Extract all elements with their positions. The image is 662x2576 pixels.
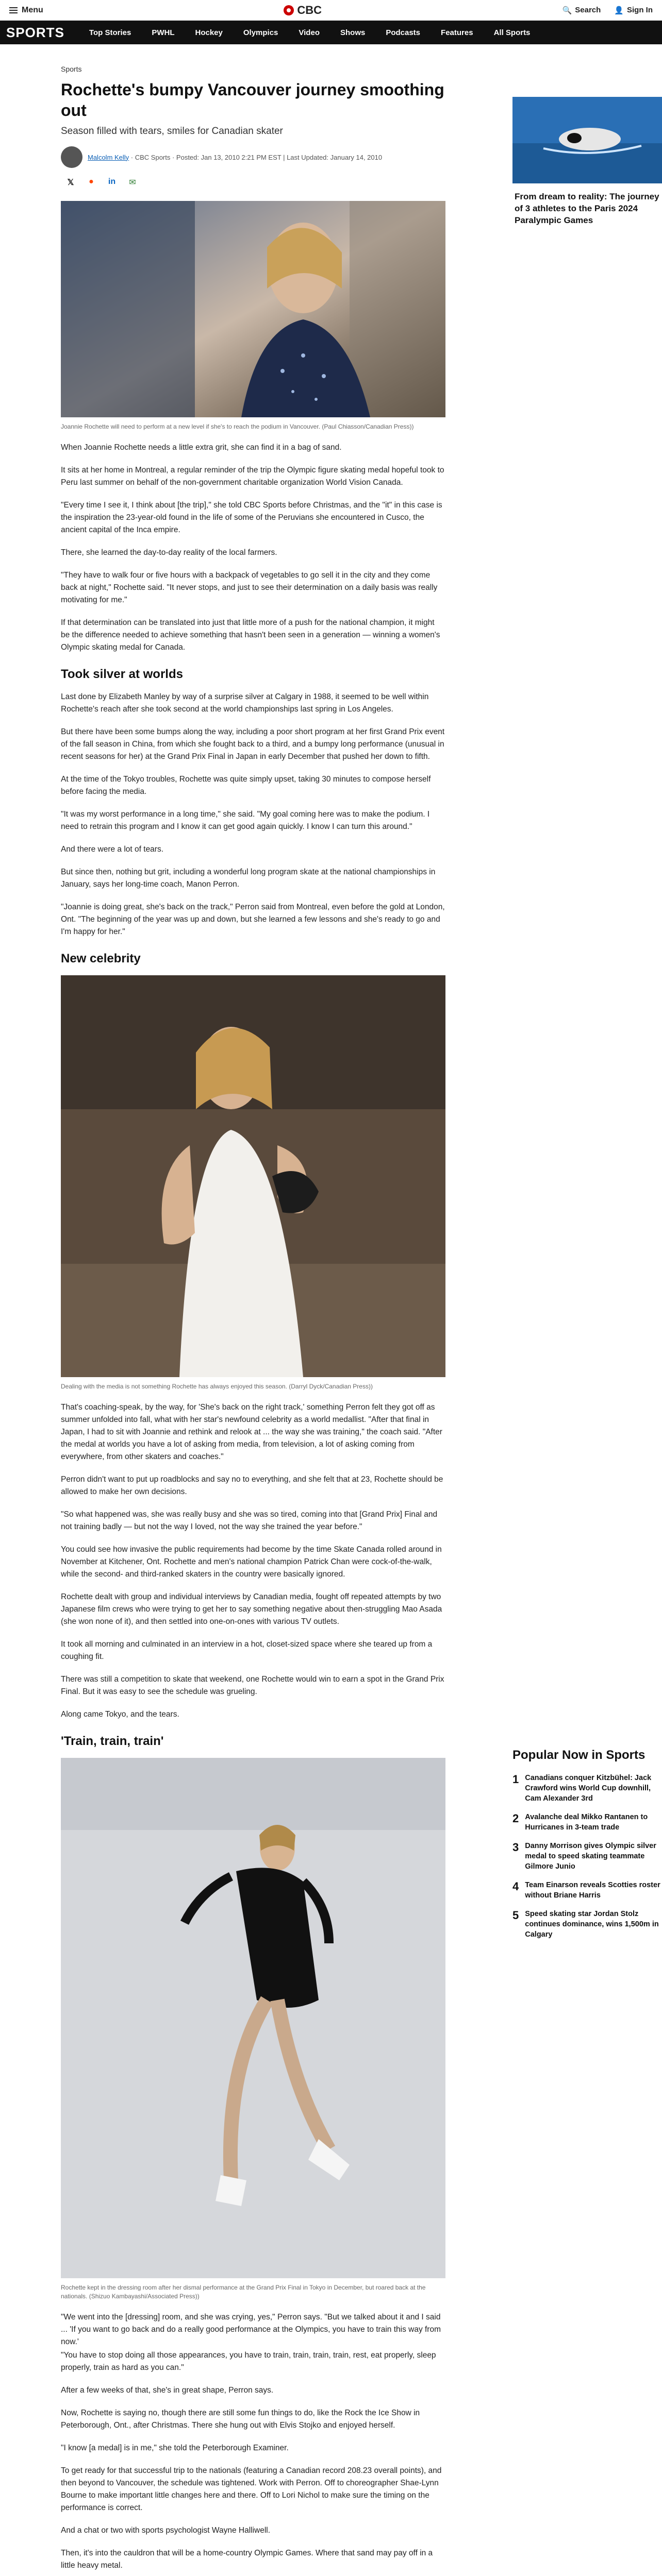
cbc-logo-text: CBC xyxy=(297,3,322,16)
popular-rank: 4 xyxy=(512,1880,519,1893)
top-bar xyxy=(0,0,662,21)
paragraph: If that determination can be translated into just that little more of a push for the national champion, it might be the difference needed to achieve something that hasn't been seen in a generation — winning a women's Olympic skating medal for Canada. xyxy=(61,618,440,652)
paragraph: "Every time I see it, I think about [the trip]," she told CBC Sports before Christmas, and the "it" in this case is the inspiration the 23-year-old found in the life of some of the Peruvians she encountered in Cusco, the ancient capital of the Inca empire. xyxy=(61,501,442,534)
paragraph: Perron didn't want to put up roadblocks and say no to everything, and she felt that at 23, Rochette should be allowed to make her own decisions. xyxy=(61,1475,443,1496)
paragraph: At the time of the Tokyo troubles, Rochette was quite simply upset, taking 30 minutes to compose herself before facing the media. xyxy=(61,775,431,796)
menu-label: Menu xyxy=(22,5,43,14)
skater-training-image xyxy=(61,975,445,1377)
nav-item-all-sports[interactable]: All Sports xyxy=(493,28,531,37)
popular-headline[interactable]: Team Einarson reveals Scotties roster without Briane Harris xyxy=(525,1881,660,1900)
subheading-train: 'Train, train, train' xyxy=(61,1734,164,1748)
menu-button[interactable] xyxy=(9,6,43,15)
popular-headline[interactable]: Speed skating star Jordan Stolz continues dominance, wins 1,500m in Calgary xyxy=(525,1910,659,1939)
author-avatar xyxy=(61,146,82,168)
paragraph: "Joannie is doing great, she's back on the track," Perron said from Montreal, even before the gold at London, Ont. "The beginning of the year was up and down, but she learned a few lessons and she's ready to go and I'm happy for her." xyxy=(61,903,445,936)
photo-caption-3: Rochette kept in the dressing room after her dismal performance at the Grand Prix Final in Tokyo in December, but roared back at the nationals. (Shizuo Kambayashi/Associated Press)) xyxy=(61,2284,426,2300)
article xyxy=(61,44,445,2576)
popular-now xyxy=(512,1748,662,1940)
nav-item-shows[interactable]: Shows xyxy=(340,28,366,37)
popular-item[interactable] xyxy=(512,1880,662,1901)
paragraph: "I know [a medal] is in me," she told the Peterborough Examiner. xyxy=(61,2444,289,2452)
reddit-share-icon[interactable]: ● xyxy=(89,177,94,186)
popular-rank: 2 xyxy=(512,1812,519,1825)
skater-portrait-image xyxy=(61,201,445,417)
paragraph: You could see how invasive the public requirements had become by the time Skate Canada rolled around in November at Kitchener, Ont. Rochette and men's national champion Patrick Chan were cock-of-the-walk, while the second- and third-ranked skaters in the country were basically ignored. xyxy=(61,1545,442,1579)
paragraph: And there were a lot of tears. xyxy=(61,845,164,854)
popular-headline[interactable]: Avalanche deal Mikko Rantanen to Hurricanes in 3-team trade xyxy=(525,1813,648,1832)
sports-nav xyxy=(0,21,662,44)
popular-item[interactable] xyxy=(512,1812,662,1833)
cbc-logo[interactable] xyxy=(284,4,322,17)
byline-meta: · CBC Sports · Posted: Jan 13, 2010 2:21 PM EST | Last Updated: January 14, 2010 xyxy=(129,153,383,161)
x-share-icon[interactable]: 𝕏 xyxy=(67,178,74,187)
hamburger-icon xyxy=(9,7,18,13)
nav-item-features[interactable]: Features xyxy=(441,28,473,37)
headline: Rochette's bumpy Vancouver journey smoothing out xyxy=(61,80,444,120)
nav-item-pwhl[interactable]: PWHL xyxy=(152,28,175,37)
paragraph: Last done by Elizabeth Manley by way of a surprise silver at Calgary in 1988, it seemed to be well within Rochette's reach after she took second at the world championships last spring in Los Angeles. xyxy=(61,692,429,714)
skater-spin-image xyxy=(61,1758,445,2278)
section-label[interactable]: Sports xyxy=(61,65,82,73)
author-link[interactable]: Malcolm Kelly xyxy=(88,153,129,161)
paragraph: There, she learned the day-to-day reality of the local farmers. xyxy=(61,548,277,557)
popular-headline[interactable]: Danny Morrison gives Olympic silver medal to speed skating teammate Gilmore Junio xyxy=(525,1842,656,1871)
linkedin-share-icon[interactable]: in xyxy=(108,177,116,186)
paragraph: It took all morning and culminated in an interview in a hot, closet-sized space where she teared up from a coughing fit. xyxy=(61,1640,433,1661)
byline xyxy=(61,146,445,168)
promo-title[interactable]: From dream to reality: The journey of 3 athletes to the Paris 2024 Paralympic Games xyxy=(515,192,659,225)
paragraph: That's coaching-speak, by the way, for 'She's back on the right track,' something Perron felt they got off as summer unfolded into fall, what with her star's newfound celebrity as a world medallist. "After that final in Japan, I had to sit with Joannie and rethink and relook at ... the way she was training," the coach said. "After the medal at worlds you have a lot of asking from media, from television, a lot of asking coming from everywhere, from other skaters and coaches." xyxy=(61,1403,442,1461)
paragraph: After a few weeks of that, she's in great shape, Perron says. xyxy=(61,2386,274,2395)
quote-paragraph: "You have to stop doing all those appearances, you have to train, train, train, train, rest, eat properly, sleep properly, train as hard as you can." xyxy=(61,2351,436,2372)
promo-image xyxy=(512,97,662,183)
hero-photo xyxy=(61,201,445,417)
paragraph: To get ready for that successful trip to the nationals (featuring a Canadian record 208.23 overall points), and then beyond to Vancouver, the schedule was tightened. Work with Perron. Off to choreographer Shae-Lynn Bourne to make important little changes here and there. Off to Lori Nichol to make sure the timing on the performance is correct. xyxy=(61,2466,442,2512)
cbc-gem-icon xyxy=(284,5,294,15)
photo-caption-2: Dealing with the media is not something Rochette has always enjoyed this season. (Darryl Dyck/Canadian Press)) xyxy=(61,1383,373,1390)
paragraph: "It was my worst performance in a long time," she said. "My goal coming here was to make the podium. I need to retrain this program and I know it can get good again quickly. I know I can turn this around." xyxy=(61,810,430,831)
photo-caption-1: Joannie Rochette will need to perform at a new level if she's to reach the podium in Vancouver. (Paul Chiasson/Canadian Press)) xyxy=(61,423,414,430)
paragraph: Now, Rochette is saying no, though there are still some fun things to do, like the Rock the Ice Show in Peterborough, Ont., after Christmas. There she hung out with Elvis Stojko and enjoyed herself. xyxy=(61,2409,420,2430)
paragraph: It sits at her home in Montreal, a regular reminder of the trip the Olympic figure skating medal hopeful took to Peru last summer on behalf of the non-government charitable organization World Vision Canada. xyxy=(61,466,444,487)
search-label: Search xyxy=(575,6,601,14)
subheading-silver: Took silver at worlds xyxy=(61,667,183,681)
celebrity-photo xyxy=(61,975,445,1377)
nav-item-olympics[interactable]: Olympics xyxy=(243,28,278,37)
paragraph: There was still a competition to skate that weekend, one Rochette would win to earn a spot in the Grand Prix Final. But it was easy to see the schedule was grueling. xyxy=(61,1675,444,1696)
paragraph: And a chat or two with sports psychologist Wayne Halliwell. xyxy=(61,2526,271,2535)
popular-headline[interactable]: Canadians conquer Kitzbühel: Jack Crawford wins World Cup downhill, Cam Alexander 3rd xyxy=(525,1774,652,1803)
paragraph: Along came Tokyo, and the tears. xyxy=(61,1710,179,1719)
popular-rank: 1 xyxy=(512,1773,519,1786)
sign-in-label: Sign In xyxy=(627,6,653,14)
nav-item-hockey[interactable]: Hockey xyxy=(195,28,223,37)
performance-photo xyxy=(61,1758,445,2278)
nav-item-podcasts[interactable]: Podcasts xyxy=(386,28,421,37)
paragraph: When Joannie Rochette needs a little extra grit, she can find it in a bag of sand. xyxy=(61,443,342,452)
popular-item[interactable] xyxy=(512,1909,662,1940)
paragraph: But there have been some bumps along the way, including a poor short program at her first Grand Prix event of the fall season in China, from which she fought back to a third, and a bumpy long performance (unusual in recent seasons for her) at the Grand Prix Final in Japan in early December that pushed her down to fifth. xyxy=(61,727,445,761)
paragraph: But since then, nothing but grit, including a wonderful long program skate at the national championships in January, says her long-time coach, Manon Perron. xyxy=(61,868,436,889)
paragraph: "We went into the [dressing] room, and she was crying, yes," Perron says. "But we talked about it and I said ... 'If you want to go back and do a really good performance at the Olympics, you have to train this way from now.' xyxy=(61,2313,441,2346)
email-share-icon[interactable]: ✉ xyxy=(129,178,136,187)
popular-rank: 3 xyxy=(512,1841,519,1854)
sports-brand[interactable]: SPORTS xyxy=(6,24,64,40)
paragraph: "So what happened was, she was really busy and she was so tired, coming into that [Grand Prix] Final and not training badly — but not the way I loved, not the way she trained the year before." xyxy=(61,1510,438,1531)
popular-rank: 5 xyxy=(512,1909,519,1922)
sidebar xyxy=(512,44,662,2576)
search-icon: 🔍 xyxy=(562,6,572,15)
popular-item[interactable] xyxy=(512,1773,662,1804)
paragraph: Rochette dealt with group and individual interviews by Canadian media, fought off repeated attempts by two Japanese film crews who were trying to get her to say something negative about then-struggling Mao Asada (she won none of it), and then settled into one-on-ones with various TV outlets. xyxy=(61,1592,442,1626)
nav-item-top-stories[interactable]: Top Stories xyxy=(89,28,131,37)
popular-title: Popular Now in Sports xyxy=(512,1748,646,1762)
promo-card[interactable] xyxy=(512,97,662,233)
swimmer-image xyxy=(512,97,662,183)
subheading-celebrity: New celebrity xyxy=(61,952,141,965)
share-bar xyxy=(66,177,445,188)
paragraph: Then, it's into the cauldron that will be a home-country Olympic Games. Where that sand may pay off in a little heavy metal. xyxy=(61,2549,433,2570)
subheadline: Season filled with tears, smiles for Canadian skater xyxy=(61,126,283,137)
paragraph: "They have to walk four or five hours with a backpack of vegetables to go sell it in the city and they come back at night," Rochette said. "It never stops, and just to see their determination on a daily basis was really motivating for me." xyxy=(61,571,438,604)
popular-item[interactable] xyxy=(512,1841,662,1872)
user-icon: 👤 xyxy=(614,6,624,15)
search-button[interactable] xyxy=(562,6,601,15)
sign-in-button[interactable] xyxy=(614,6,653,15)
nav-item-video[interactable]: Video xyxy=(299,28,320,37)
